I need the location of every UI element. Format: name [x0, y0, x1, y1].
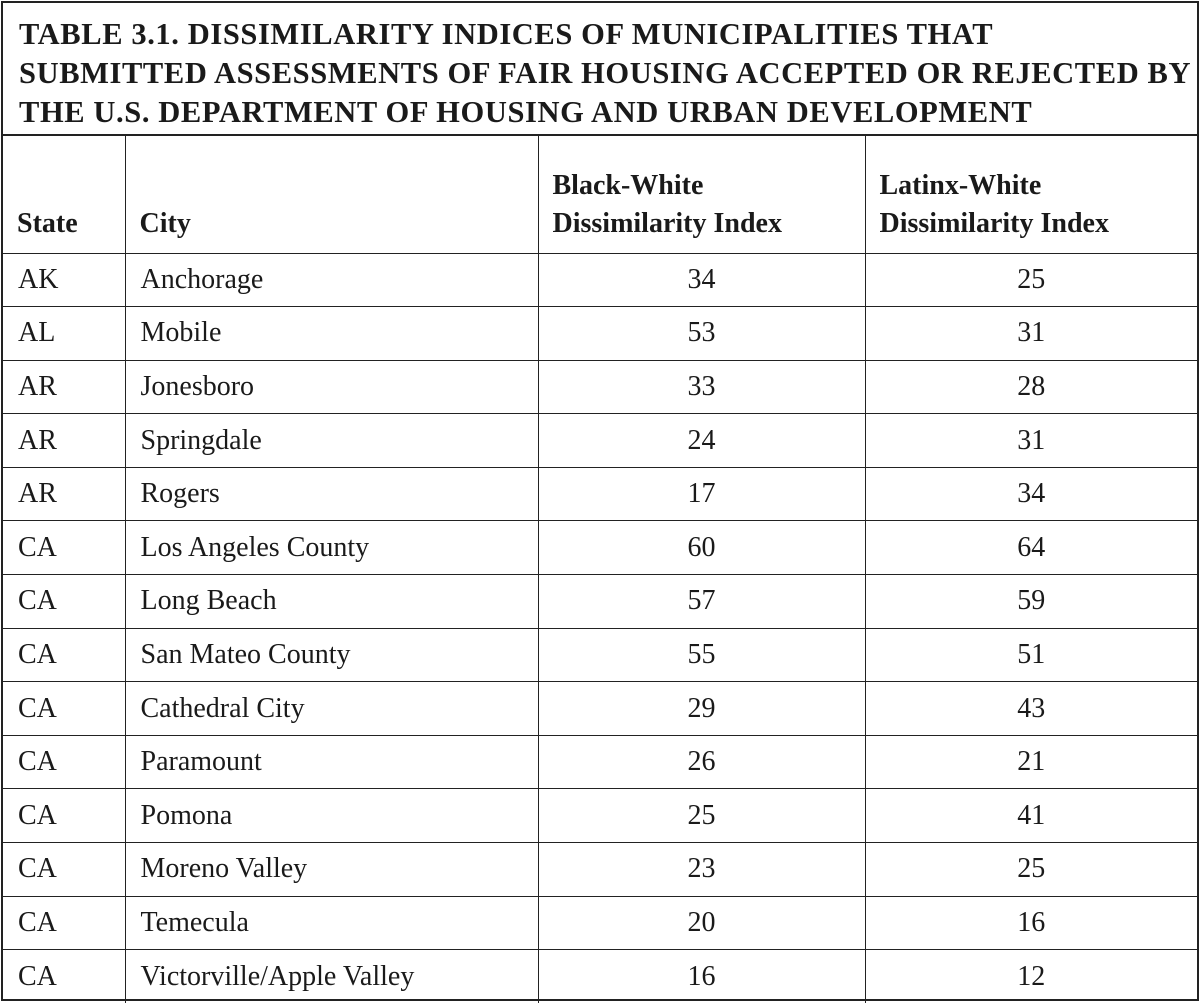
cell-state: AL [3, 307, 125, 361]
cell-city: San Mateo County [125, 628, 538, 682]
table-row [3, 682, 1197, 736]
cell-black-white: 23 [538, 843, 865, 897]
caption-line: TABLE 3.1. DISSIMILARITY INDICES OF MUNICIPALITIES THAT [19, 17, 994, 51]
caption-line: SUBMITTED ASSESSMENTS OF FAIR HOUSING ACCEPTED OR REJECTED BY [19, 56, 1192, 90]
caption-line: THE U.S. DEPARTMENT OF HOUSING AND URBAN DEVELOPMENT [19, 95, 1033, 129]
table-row [3, 414, 1197, 468]
cell-black-white: 57 [538, 575, 865, 629]
table-row [3, 253, 1197, 307]
cell-black-white: 20 [538, 896, 865, 950]
cell-state: CA [3, 950, 125, 1003]
cell-black-white: 60 [538, 521, 865, 575]
cell-black-white: 53 [538, 307, 865, 361]
cell-city: Victorville/Apple Valley [125, 950, 538, 1003]
cell-city: Anchorage [125, 253, 538, 307]
cell-latinx-white: 16 [865, 896, 1197, 950]
cell-city: Mobile [125, 307, 538, 361]
table-row [3, 950, 1197, 1003]
cell-city: Moreno Valley [125, 843, 538, 897]
table-row [3, 735, 1197, 789]
header-line: Latinx-White [879, 169, 1042, 201]
cell-state: CA [3, 628, 125, 682]
cell-city: Paramount [125, 735, 538, 789]
cell-state: CA [3, 682, 125, 736]
cell-city: Los Angeles County [125, 521, 538, 575]
table-row [3, 628, 1197, 682]
table-row [3, 843, 1197, 897]
table-row [3, 467, 1197, 521]
cell-latinx-white: 59 [865, 575, 1197, 629]
table-row [3, 307, 1197, 361]
header-black-white-index [538, 136, 865, 253]
cell-state: CA [3, 735, 125, 789]
cell-city: Rogers [125, 467, 538, 521]
cell-black-white: 24 [538, 414, 865, 468]
cell-city: Pomona [125, 789, 538, 843]
cell-state: CA [3, 575, 125, 629]
cell-city: Jonesboro [125, 360, 538, 414]
cell-black-white: 17 [538, 467, 865, 521]
cell-latinx-white: 31 [865, 414, 1197, 468]
cell-state: AK [3, 253, 125, 307]
cell-black-white: 26 [538, 735, 865, 789]
cell-latinx-white: 64 [865, 521, 1197, 575]
cell-latinx-white: 21 [865, 735, 1197, 789]
cell-state: CA [3, 789, 125, 843]
cell-state: AR [3, 414, 125, 468]
cell-state: CA [3, 521, 125, 575]
header-row [3, 136, 1197, 253]
cell-latinx-white: 31 [865, 307, 1197, 361]
cell-latinx-white: 28 [865, 360, 1197, 414]
cell-latinx-white: 41 [865, 789, 1197, 843]
cell-latinx-white: 43 [865, 682, 1197, 736]
table-row [3, 360, 1197, 414]
table-caption [3, 3, 1197, 136]
cell-city: Temecula [125, 896, 538, 950]
cell-black-white: 33 [538, 360, 865, 414]
cell-city: Cathedral City [125, 682, 538, 736]
cell-latinx-white: 25 [865, 843, 1197, 897]
header-line: Dissimilarity Index [879, 207, 1109, 239]
header-line: Dissimilarity Index [552, 207, 782, 239]
cell-state: AR [3, 467, 125, 521]
table-row [3, 575, 1197, 629]
cell-state: CA [3, 843, 125, 897]
cell-black-white: 16 [538, 950, 865, 1003]
header-state: State [3, 136, 125, 253]
table-header [3, 136, 1197, 253]
cell-black-white: 29 [538, 682, 865, 736]
table-body [3, 253, 1197, 1003]
cell-city: Long Beach [125, 575, 538, 629]
cell-latinx-white: 51 [865, 628, 1197, 682]
cell-black-white: 55 [538, 628, 865, 682]
header-city: City [125, 136, 538, 253]
header-line: Black-White [552, 169, 704, 201]
cell-latinx-white: 34 [865, 467, 1197, 521]
table-row [3, 521, 1197, 575]
table-row [3, 789, 1197, 843]
table-frame [1, 1, 1199, 1001]
cell-state: AR [3, 360, 125, 414]
cell-latinx-white: 12 [1017, 960, 1046, 992]
cell-city: Springdale [125, 414, 538, 468]
cell-black-white: 34 [538, 253, 865, 307]
cell-state: CA [3, 896, 125, 950]
cell-latinx-white: 25 [865, 253, 1197, 307]
dissimilarity-table [3, 136, 1197, 1003]
cell-black-white: 25 [538, 789, 865, 843]
header-latinx-white-index [865, 136, 1197, 253]
table-row [3, 896, 1197, 950]
